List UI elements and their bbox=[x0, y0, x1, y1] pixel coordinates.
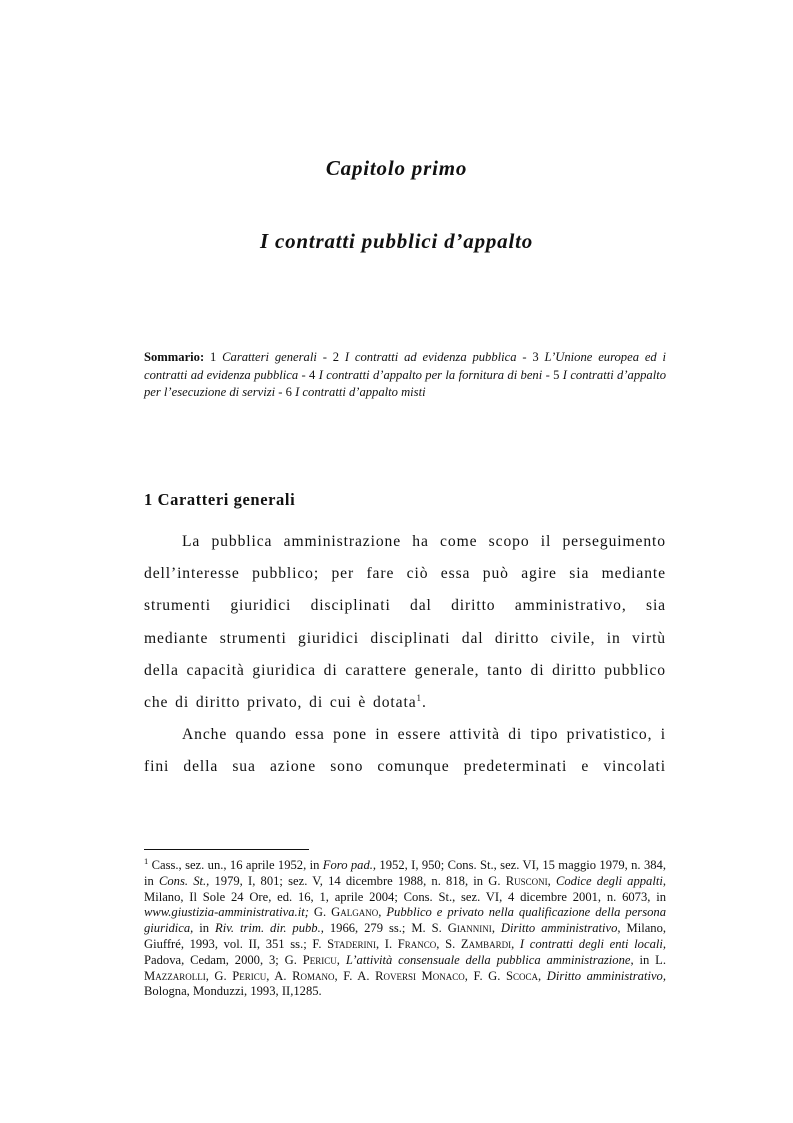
footnote-author: Giannini bbox=[447, 921, 492, 936]
footnote-text: , bbox=[378, 905, 387, 920]
footnote-text: Padova, Cedam, 2000, 3; G. bbox=[144, 952, 303, 967]
footnote-text: in L. bbox=[633, 952, 667, 967]
chapter-label: Capitolo primo bbox=[325, 156, 468, 180]
footnote-text: , Milano, Il Sole 24 Ore, ed. 16, 1, aprile 2004; Cons. St., sez. VI, 4 dicembre 2001, n. 6073, in bbox=[144, 873, 666, 904]
body-line: dell’interesse pubblico; per fare ciò essa può agire sia mediante bbox=[144, 565, 666, 583]
summary-number: - 4 bbox=[298, 367, 319, 382]
footnote-text: Cass., sez. un., 16 aprile 1952, in bbox=[148, 858, 323, 872]
footnote-text: Codice degli appalti bbox=[555, 873, 663, 888]
footnote-text: Bologna, Monduzzi, 1993, II,1285. bbox=[144, 984, 322, 999]
summary-item: I contratti d’appalto misti bbox=[295, 385, 426, 399]
footnote-text: , G. bbox=[205, 968, 233, 983]
footnote-text: , bbox=[547, 873, 556, 888]
footnote-text: , F. A. bbox=[334, 968, 376, 983]
body-text bbox=[144, 526, 666, 784]
footnote-text: Cons. St., bbox=[158, 873, 210, 888]
footnote-text: , I. bbox=[375, 936, 398, 951]
footnote-text: 1952, I, 950; Cons. St., sez. VI, 15 maggio 1979, n. 384, in bbox=[144, 858, 666, 888]
body-line: strumenti giuridici disciplinati dal diritto amministrativo, sia bbox=[144, 597, 666, 615]
summary-number: 1 bbox=[204, 350, 223, 364]
footnote bbox=[144, 858, 666, 1000]
footnote-mark: 1 bbox=[144, 856, 149, 866]
summary-item: I contratti d’appalto per la fornitura di beni bbox=[318, 367, 543, 382]
summary-item: I contratti ad evidenza pubblica bbox=[344, 350, 517, 364]
footnote-text: , bbox=[511, 936, 520, 951]
footnote-author: Mazzarolli bbox=[144, 968, 206, 983]
body-line: mediante strumenti giuridici disciplinati dal diritto civile, in virtù bbox=[144, 629, 666, 647]
body-line: fini della sua azione sono comunque predeterminati e vincolati bbox=[144, 758, 666, 776]
footnote-divider bbox=[144, 849, 309, 850]
footnote-author: Romano bbox=[292, 968, 335, 983]
footnote-reference: 1 bbox=[416, 692, 422, 703]
footnote-author: Roversi Monaco bbox=[375, 968, 465, 983]
footnote-text: www.giustizia-amministrativa.it; bbox=[144, 905, 309, 920]
summary-number: - 3 bbox=[516, 350, 545, 364]
footnote-text: 1979, I, 801; sez. V, 14 dicembre 1988, n. 818, in G. bbox=[209, 873, 506, 888]
footnote-text: , bbox=[336, 952, 346, 967]
footnote-text: L’attività consensuale della pubblica amministrazione, bbox=[345, 952, 634, 967]
footnote-text: 1966, 279 ss.; M. S. bbox=[323, 921, 448, 936]
footnote-text: , S. bbox=[436, 936, 461, 951]
footnote-text: in bbox=[193, 921, 216, 936]
body-line bbox=[144, 687, 666, 719]
footnote-text: G. bbox=[308, 905, 332, 920]
summary-item: I contratti d’appalto per l’esecuzione di servizi bbox=[144, 367, 667, 399]
footnote-author: Galgano bbox=[331, 905, 379, 920]
footnote-author: Scoca bbox=[505, 968, 538, 983]
body-line: La pubblica amministrazione ha come scopo il perseguimento bbox=[182, 533, 666, 550]
footnote-author: Pericu bbox=[232, 968, 267, 983]
body-line: della capacità giuridica di carattere generale, tanto di diritto pubblico bbox=[144, 661, 666, 679]
footnote-text: Riv. trim. dir. pubb., bbox=[215, 921, 324, 936]
footnote-text: , Milano, Giuffré, 1993, vol. II, 351 ss.; F. bbox=[144, 921, 667, 951]
chapter-title: I contratti pubblici d’appalto bbox=[259, 229, 534, 253]
body-line: Anche quando essa pone in essere attività di tipo privatistico, i bbox=[182, 726, 666, 744]
footnote-author: Zambardi bbox=[460, 936, 512, 951]
footnote-author: Franco bbox=[397, 936, 437, 951]
footnote-text: Foro pad., bbox=[322, 858, 377, 872]
summary-label: Sommario: bbox=[144, 350, 205, 364]
footnote-text: Diritto amministrativo bbox=[500, 921, 618, 936]
footnote-text: Diritto amministrativo, bbox=[546, 968, 666, 983]
summary-number: - 5 bbox=[542, 367, 563, 382]
footnote-author: Rusconi bbox=[505, 873, 548, 888]
footnote-text: , A. bbox=[266, 968, 293, 983]
summary-number: - 2 bbox=[316, 350, 345, 364]
section-heading: 1 Caratteri generali bbox=[144, 490, 296, 509]
chapter-summary bbox=[144, 349, 666, 402]
summary-item: L’Unione europea ed i contratti ad evidenza pubblica bbox=[144, 350, 667, 382]
footnote-text: , bbox=[538, 968, 547, 983]
footnote-author: Pericu bbox=[302, 952, 337, 967]
footnote-text: Pubblico e privato nella qualificazione della persona giuridica, bbox=[144, 905, 666, 936]
footnote-text: , F. G. bbox=[464, 968, 506, 983]
footnote-author: Staderini bbox=[327, 936, 376, 951]
summary-number: - 6 bbox=[275, 385, 296, 399]
footnote-text: I contratti degli enti locali, bbox=[519, 936, 667, 951]
body-line-text: che di diritto privato, di cui è dotata bbox=[144, 693, 417, 711]
body-line-end: . bbox=[421, 693, 427, 711]
footnote-text: , bbox=[491, 921, 501, 936]
summary-item: Caratteri generali bbox=[222, 350, 317, 364]
